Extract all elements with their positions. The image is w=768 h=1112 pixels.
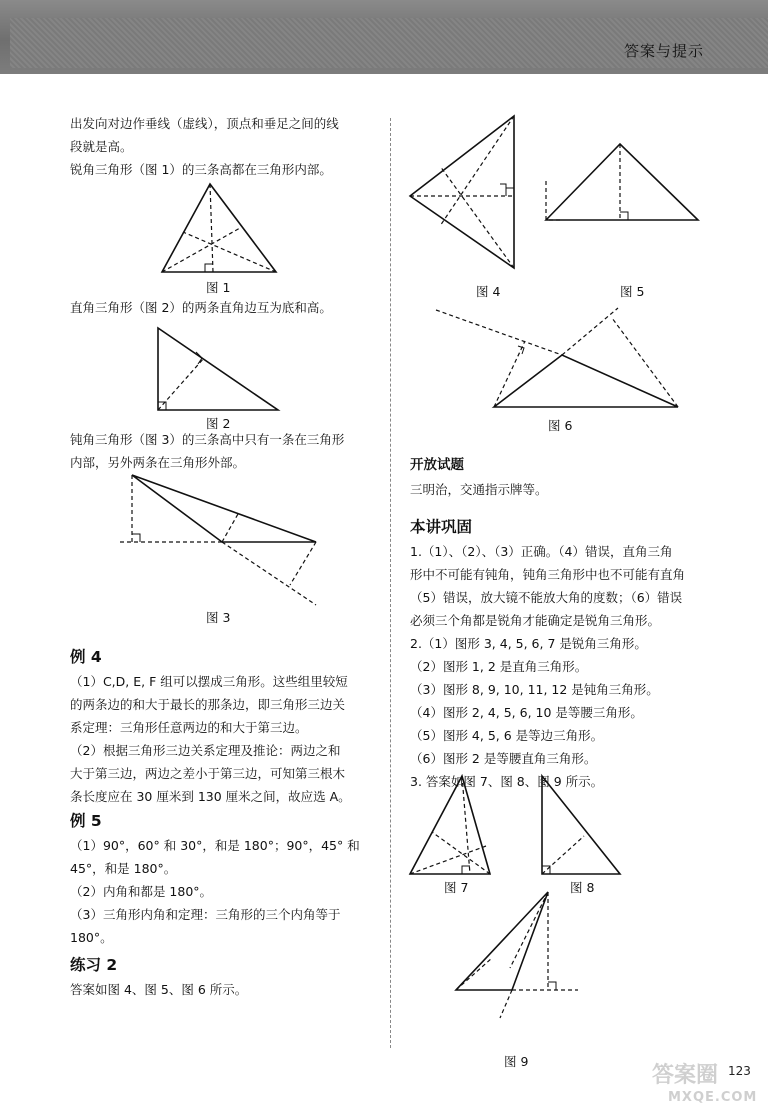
review-line-1: 1.（1）、（2）、（3）正确。（4）错误，直角三角 xyxy=(410,544,673,559)
watermark-url: MXQE.COM xyxy=(668,1090,758,1105)
review-line-5: 2.（1）图形 3, 4, 5, 6, 7 是锐角三角形。 xyxy=(410,636,647,651)
fig5-caption: 图 5 xyxy=(620,284,645,299)
intro-line-2: 段就是高。 xyxy=(70,139,133,154)
acute-text: 锐角三角形（图 1）的三条高都在三角形内部。 xyxy=(70,162,332,177)
fig3-caption: 图 3 xyxy=(206,610,231,625)
review-line-10: （6）图形 2 是等腰直角三角形。 xyxy=(410,751,597,766)
review-line-11: 3. 答案如图 7、图 8、图 9 所示。 xyxy=(410,774,604,789)
example-5-line-3: （2）内角和都是 180°。 xyxy=(70,884,213,899)
example-4-line-2: 的两条边的和大于最长的那条边，即三角形三边关 xyxy=(70,697,346,712)
example-4 xyxy=(70,644,375,808)
figure-2 xyxy=(158,328,278,410)
figure-4 xyxy=(410,116,514,268)
review-line-3: （5）错误，放大镜不能放大角的度数；（6）错误 xyxy=(410,590,683,605)
review-title: 本讲巩固 xyxy=(410,518,473,536)
practice-2-title: 练习 2 xyxy=(70,956,118,974)
example-5-line-2: 45°，和是 180°。 xyxy=(70,861,177,876)
example-4-line-5: 大于第三边，两边之差小于第三边，可知第三根木 xyxy=(70,766,346,781)
example-4-line-4: （2）根据三角形三边关系定理及推论：两边之和 xyxy=(70,743,341,758)
example-5 xyxy=(70,808,375,949)
obtuse-line-1: 钝角三角形（图 3）的三条高中只有一条在三角形 xyxy=(70,432,345,447)
review-line-6: （2）图形 1, 2 是直角三角形。 xyxy=(410,659,588,674)
figure-1 xyxy=(162,184,276,272)
review-line-9: （5）图形 4, 5, 6 是等边三角形。 xyxy=(410,728,604,743)
intro-line-1: 出发向对边作垂线（虚线），顶点和垂足之间的线 xyxy=(70,116,339,131)
example-5-line-1: （1）90°，60° 和 30°，和是 180°；90°，45° 和 xyxy=(70,838,360,853)
example-5-line-5: 180°。 xyxy=(70,930,113,945)
open-question xyxy=(410,452,720,501)
header-title: 答案与提示 xyxy=(623,42,704,60)
review-line-7: （3）图形 8, 9, 10, 11, 12 是钝角三角形。 xyxy=(410,682,659,697)
review xyxy=(410,514,720,793)
fig1-caption: 图 1 xyxy=(206,280,231,295)
fig9-caption: 图 9 xyxy=(504,1054,529,1069)
example-5-title: 例 5 xyxy=(70,812,102,830)
obtuse-line-2: 内部，另外两条在三角形外部。 xyxy=(70,455,246,470)
example-4-line-6: 条长度应在 30 厘米到 130 厘米之间，故应选 A。 xyxy=(70,789,351,804)
open-question-title: 开放试题 xyxy=(410,457,464,473)
figure-5 xyxy=(546,144,698,220)
example-4-title: 例 4 xyxy=(70,648,102,666)
open-question-text: 三明治，交通指示牌等。 xyxy=(410,482,548,497)
figure-6 xyxy=(436,308,678,407)
fig6-caption: 图 6 xyxy=(548,418,573,433)
obtuse-para xyxy=(70,428,375,474)
practice-2 xyxy=(70,952,375,1001)
fig4-caption: 图 4 xyxy=(476,284,501,299)
fig7-caption: 图 7 xyxy=(444,880,469,895)
right-angle-text: 直角三角形（图 2）的两条直角边互为底和高。 xyxy=(70,300,332,315)
review-line-8: （4）图形 2, 4, 5, 6, 10 是等腰三角形。 xyxy=(410,705,643,720)
watermark-logo: 答案圈 xyxy=(652,1063,719,1088)
practice-2-line-1: 答案如图 4、图 5、图 6 所示。 xyxy=(70,982,248,997)
example-4-line-1: （1）C,D, E, F 组可以摆成三角形。这些组里较短 xyxy=(70,674,348,689)
figure-9 xyxy=(456,892,578,1018)
review-line-2: 形中不可能有钝角，钝角三角形中也不可能有直角 xyxy=(410,567,686,582)
fig2-caption: 图 2 xyxy=(206,416,231,431)
review-line-4: 必须三个角都是锐角才能确定是锐角三角形。 xyxy=(410,613,661,628)
example-4-line-3: 系定理：三角形任意两边的和大于第三边。 xyxy=(70,720,308,735)
fig8-caption: 图 8 xyxy=(570,880,595,895)
example-5-line-4: （3）三角形内角和定理：三角形的三个内角等于 xyxy=(70,907,341,922)
figure-3 xyxy=(120,475,316,605)
page-number: 123 xyxy=(728,1064,751,1078)
right-angle-para xyxy=(70,296,375,319)
